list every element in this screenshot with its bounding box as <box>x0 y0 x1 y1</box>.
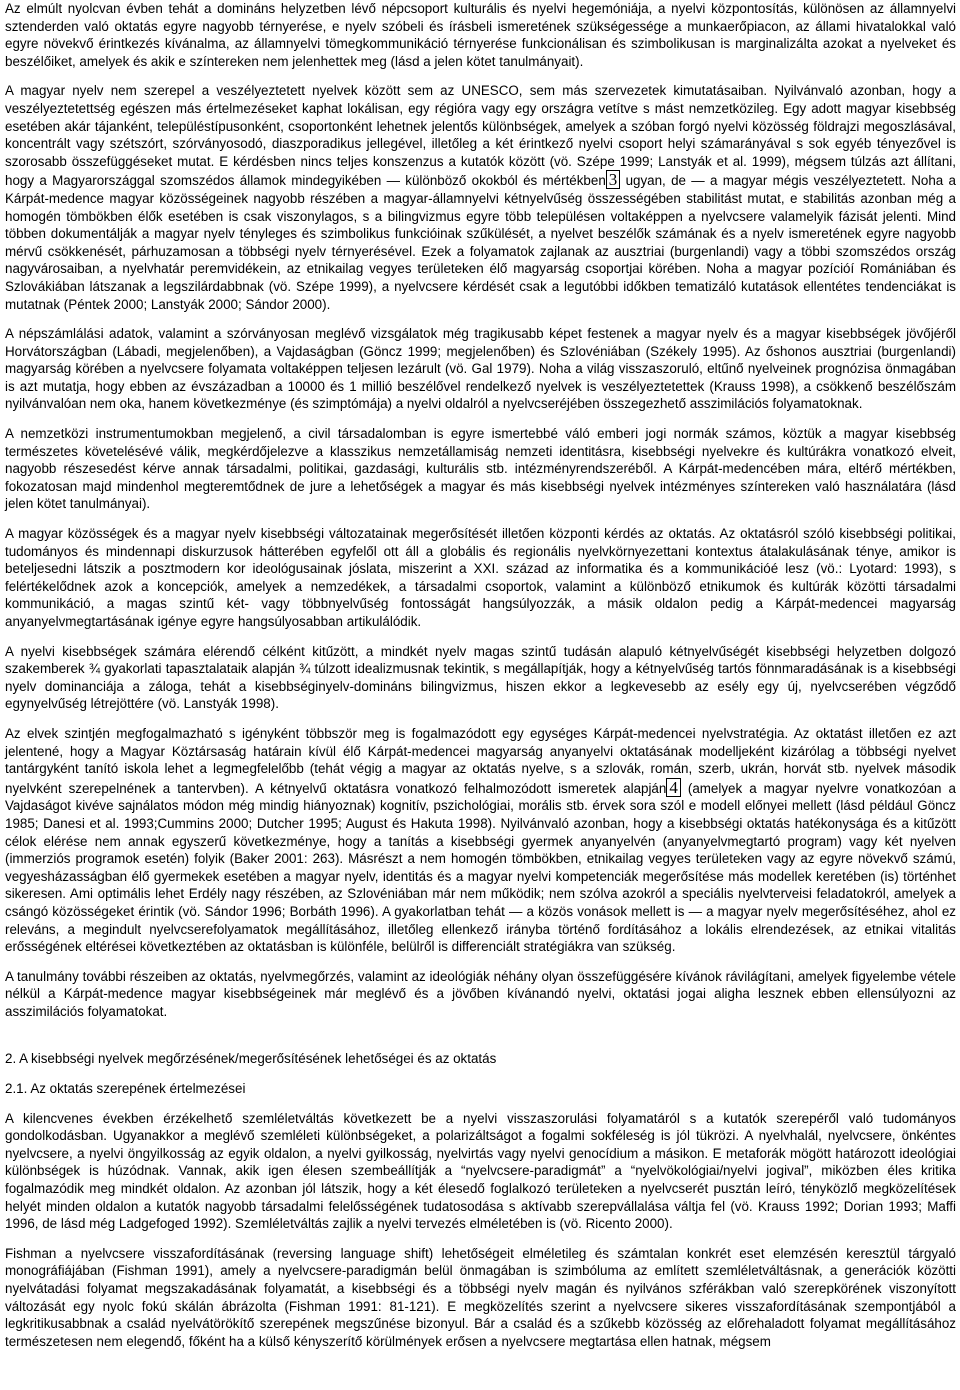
paragraph: A népszámlálási adatok, valamint a szórványosan meglévő vizsgálatok még tragikusabb képet festenek a magyar nyelv és a magyar kisebbségek jövőjéről Horvátországban (Lábadi, megjelenőben), a Vajdaságban (Göncz 1999; megjelenőben) és Szlovéniában (Székely 1995). Az őshonos ausztriai (burgenlandi) magyarság körében a nyelvcsere folyamata voltaképpen teljesen lezárult (vö. Gal 1979). Noha a világ visszaszoruló, eltűnő nyelveinek prognózisa önmagában is azt mutatja, hogy ebben az évszázadban a 10000 és 1 millió beszélővel rendelkező nyelvek is veszélyeztetettek (Krauss 1998), a csökkenő beszélőszám nyilvánvalóan nem oka, hanem következménye (és szimptómája) a nyelvi oldalról a nyelvcseréjében összegezhető asszimilációs folyamatoknak. <box>5 326 956 412</box>
paragraph: A tanulmány további részeiben az oktatás, nyelvmegőrzés, valamint az ideológiák néhány olyan összefüggésére kívánok rávilágítani, amelyek figyelembe vétele nélkül a Kárpát-medence magyar kisebbségeinek már meglévő és a jövőben kívánandó nyelvi, oktatási jogai aligha lesznek ebben ellensúlyozni az asszimilációs folyamatokat. <box>5 968 956 1019</box>
paragraph <box>5 82 956 313</box>
paragraph: A magyar közösségek és a magyar nyelv kisebbségi változatainak megerősítését illetően központi kérdés az oktatás. Az oktatásról szóló kisebbségi politikai, tudományos és mindennapi diskurzusok hátterében egyfelől ott áll a globális és regionális nyelvkörnyezettani kontextus átalakulásának ténye, amikor is beteljesedni látszik a posztmodern kor ideológusainak jóslata, miszerint a XXI. század az informatika és a kommunikációé lesz (vö.: Lyotard: 1993), s felértékelődnek azok a koncepciók, amelyek a nemzedékek, a társadalmi csoportok, valamint a különböző etnikumok és kultúrák közötti társadalmi kommunikáció, a magas szintű két- vagy többnyelvűség fontosságát hangsúlyozzák, a másik oldalon pedig a Kárpát-medencei magyarság anyanyelvmegtartásának igénye egyre hangsúlyosabban artikulálódik. <box>5 526 956 629</box>
paragraph: A kilencvenes években érzékelhető szemléletváltás következett be a nyelvi visszaszorulási folyamatáról s a kutatók szerepéről való tudományos gondolkodásban. Ugyanakkor a meglévő szemléleti különbségeket, a polarizáltságot a fogalmi sokféleség is jól tükrözi. A nyelvhalál, nyelvcsere, önkéntes nyelvcsere, a nyelvi öngyilkosság az egyik oldalon, a nyelvi gyilkosság, nyelvirtás vagy nyelvi genocídium a másikon. E metaforák mögött határozott ideológiai különbségek is húzódnak. Vannak, akik igen élesen szembeállítják a “nyelvcsere-paradigmát” a “nyelvökológiai/nyelvi jogival”, miközben éles kritika fogalmazódik meg mindkét oldalon. Az azonban jól látszik, hogy a két élesedő foglalkozó területeken a nyelvcserét pusztán leíró, tényközlő megközelítések helyét minden oldalon a kutatók nagyobb társadalmi felelősségének tudatosodása s aktívabb szerepvállalása váltja fel (vö. Krauss 1992; Dorian 1993; Maffi 1996, de lásd még Ladgefoged 1992). Szemléletváltás zajlik a nyelvi tervezés elméletében is (vö. Ricento 2000). <box>5 1110 956 1232</box>
document-page <box>5 0 956 1362</box>
footnote-reference[interactable]: 3 <box>606 170 621 189</box>
footnote-reference[interactable]: 4 <box>666 778 681 797</box>
section-spacer <box>5 1032 956 1050</box>
paragraph: A nemzetközi instrumentumokban megjelenő, a civil társadalomban is egyre ismertebbé váló emberi jogi normák számos, köztük a magyar kisebbség természetes követelésévé válik, megkérdőjelezve a klasszikus nemzetállamiság nemzeti identitásra, kisebbségi nyelvekre és kultúrákra vonatkozó elveit, nagyobb részesedést kérve annak társadalmi, politikai, gazdasági, kulturális stb. intézményrendszeréből. A Kárpát-medencében mára, eltérő mértékben, fokozatosan majd mindenhol megteremtődnek de jure a lehetőségek a magyar és más kisebbségi nyelvek intézményes színtereken való használatára (lásd jelen kötet tanulmányai). <box>5 426 956 512</box>
paragraph <box>5 725 956 956</box>
paragraph: A nyelvi kisebbségek számára elérendő célként kitűzött, a mindkét nyelv magas szintű tudásán alapuló kétnyelvűségét kisebbségi helyzetben dolgozó szakemberek ¾ gyakorlati tapasztalataik alapján ¾ túlzott idealizmusnak tekintik, s megállapítják, hogy a kétnyelvűség tartós fönnmaradásának is a kisebbségi nyelv dominanciája a záloga, tehát a kisebbséginyelv-domináns bilingvizmus, hiszen ekkor a legkevesebb az esély egy új, nyelvcserében végződő egynyelvűség létrejöttére (vö. Lanstyák 1998). <box>5 643 956 712</box>
paragraph: Az elmúlt nyolcvan évben tehát a domináns helyzetben lévő népcsoport kulturális és nyelvi hegemóniája, a nyelvi központosítás, különösen az államnyelvi sztenderden való oktatás egyre nagyobb térnyerése, e nyelv szóbeli és írásbeli ismeretének szükségessége a munkaerőpiacon, az állami hivatalokkal való egyre növekvő érintkezés kívánalma, az államnyelvi tömegkommunikáció térnyerése funkcionálisan és szimbolikusan is marginalizálta azokat a nyelveket és beszélőiket, amelyek és akik e színtereken nem jelenhettek meg (lásd a jelen kötet tanulmányait). <box>5 1 956 69</box>
paragraph: Fishman a nyelvcsere visszafordításának (reversing language shift) lehetőségeit elméletileg és számtalan konkrét eset elemzésén keresztül tárgyaló monográfiájában (Fishman 1991), amely a nyelvcsere-paradigmán belül önmagában is szimbóluma az említett szemléletváltásnak, a generációk közötti nyelvátadási folyamat megszakadásának folyamatát, a kisebbségi és a többségi nyelv magán és nyilvános szférákban való szerepkörének viszonyított változását egy nyolc fokú skálán ábrázolta (Fishman 1991: 81-121). E megközelítés szerint a nyelvcsere sikeres visszafordításának szempontjából a legkritikusabbnak a család nyelvátörökítő szerepének megszűnése bizonyul. Bár a család és a szűkebb közösség az előrehaladott folyamat megállításához természetesen nem elegendő, főként ha a külső kényszerítő körülmények erősen a nyelvcsere megtartása ellen hatnak, mégsem <box>5 1245 956 1349</box>
paragraph-text: (amelyek a magyar nyelvre vonatkozóan a Vajdaságot kivéve sajnálatos módon még mindig hiányoznak) kognitív, pszichológiai, morális stb. érvek sora szól e modell előnyei mellett (lásd például Göncz 1985; Danesi et al. 1993;Cummins 2000; Dutcher 1995; August és Hakuta 1998). Nyilvánvaló azonban, hogy a kisebbségi oktatás hatékonysága és a kitűzött célok elérése nem annak egyszerű következménye, hogy a tanítás a kisebbségi gyermek anyanyelvén (anyanyelvmegtartó program) vagy két nyelven (immerziós programok esetén) folyik (Baker 2001: 263). Másrészt a nem homogén tömbökben, etnikailag vegyes területeken vagy az egyre növekvő számú, vegyesházasságban élő gyermekek esetében a magyar nyelv, identitás és a magyar nyelvi kompetenciák megerősítése más modellek keretében (is) történhet sikeresen. Ami optimális lehet Erdély nagy részében, az Szlovéniában már nem működik; nem szólva azokról a speciális nyelvterveisi feladatokról, amelyek a csángó közösségeket érintik (vö. Sándor 1996; Borbáth 1996). A gyakorlatban tehát — a közös vonások mellett is — a magyar nyelv megerősítéséhez, ahol ez releváns, a megindult nyelvcserefolyamatok megállításához, illetőleg ellenkező irányba történő fordításához a lokális elrendezések, az etnikai vitalitás erősségének eltérései következtében az oktatásban is különféle, belülről is differenciált stratégiákra van szükség. <box>5 780 956 955</box>
section-heading: 2. A kisebbségi nyelvek megőrzésének/megerősítésének lehetőségei és az oktatás <box>5 1051 497 1067</box>
paragraph-text: ugyan, de — a magyar mégis veszélyeztetett. Noha a Kárpát-medence magyar közösségeinek nagyobb részében a magyar-államnyelvi kétnyelvűség összességében stabilitást mutat, e stabilitás azonban még a homogén tömbökben élők esetében is csak viszonylagos, s a bilingvizmus egyre több településen voltaképpen a nyelvcsere valamelyik fázisát jelenti. Mind többen dokumentálják a magyar nyelv tényleges és szimbolikus funkcióinak szűkülését, a nyelvet beszélők számának és a nyelv ismeretének egyre nagyobb mérvű csökkenését, párhuzamosan a többségi nyelv térnyerésével. Ezek a folyamatok zajlanak az ausztriai (burgenlandi) vagy a többi szomszédos ország nagyvárosaiban, a nyelvhatár peremvidékein, az etnikailag vegyes területeken élő magyarság csoportjai körében. Noha a magyar pozícióí Romániában és Szlovákiában látszanak a legszilárdabbnak (vö. Szépe 1999), a nyelvcsere kérdését csak a legutóbbi időkben tematizáló kutatások ellentétes tendenciákat is mutatnak (Péntek 2000; Lanstyák 2000; Sándor 2000). <box>5 173 956 312</box>
subsection-heading: 2.1. Az oktatás szerepének értelmezései <box>5 1081 246 1097</box>
paragraph-text: Az elvek szintjén megfogalmazható s igényként többször meg is fogalmazódott egy egységes Kárpát-medencei nyelvstratégia. Az oktatást illetően ez azt jelentené, hogy a Magyar Köztársaság határain kívül élő Kárpát-medencei magyarság anyanyelvi oktatásának modelljeként kizárólag a többségi nyelvet tantárgyként tanító iskola lehet a legmegfelelőbb (tehát végig a magyar az oktatás nyelve, s a szlovák, román, szerb, ukrán, horvát stb. nyelvek második nyelvként szerepelnének a tantervben). A kétnyelvű oktatásra vonatkozó felhalmozódott ismeretek alapján <box>5 725 956 796</box>
paragraph-text: A magyar nyelv nem szerepel a veszélyeztetett nyelvek között sem az UNESCO, sem más szervezetek kimutatásaiban. Nyilvánvaló azonban, hogy a veszélyeztetettség egészen más értelmezéseket kaphat lokálisan, egy régióra vagy egy országra vetítve s mást nemzetközileg. Egy adott magyar kisebbség esetében akár tájanként, településtípusonként, csoportonként lehetnek jelentős különbségek, amelyek a szóban forgó nyelvi közösség földrajzi megoszlásával, koncentrált vagy szétszórt, szórványosodó, diaszporadikus jellegével, illetőleg a két érintkező nyelvi csoport helyi számarányával s sok egyéb tényezővel is szorosabb összefüggéseket mutat. E kérdésben nincs teljes konszenzus a kutatók között (vö. Szépe 1999; Lanstyák et al. 1999), mégsem túlzás azt állítani, hogy a Magyarországgal szomszédos államok mindegyikében — különböző okokból és mértékben <box>5 83 956 189</box>
